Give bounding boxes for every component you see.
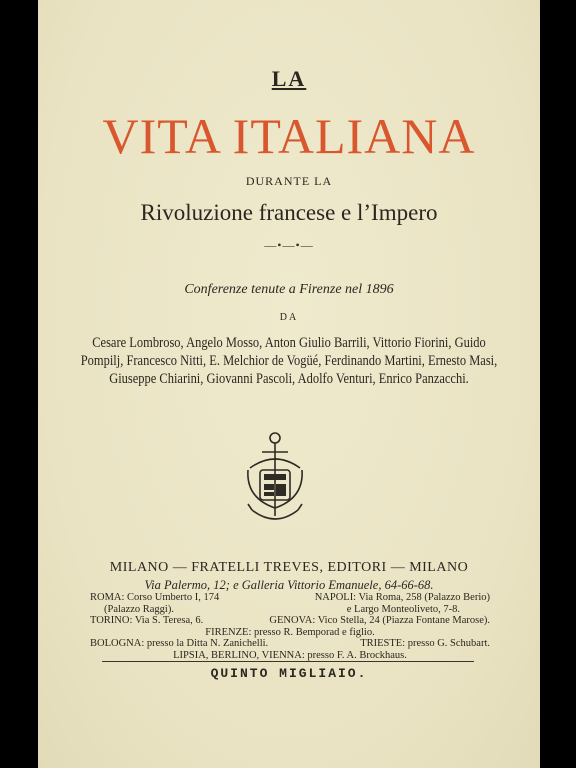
office-row <box>90 592 490 604</box>
office-genova: GENOVA: Vico Stella, 24 (Piazza Fontane Marose). <box>269 615 490 626</box>
edition-label: QUINTO MIGLIAIO. <box>210 666 368 681</box>
da-label: DA <box>279 312 299 323</box>
authors-line: Pompilj, Francesco Nitti, E. Melchior de Vogüé, Ferdinando Martini, Ernesto Masi, <box>80 353 498 369</box>
book-title: VITA ITALIANA <box>102 108 476 164</box>
publisher-address: Via Palermo, 12; e Galleria Vittorio Emanuele, 64-66-68. <box>144 578 434 592</box>
office-torino: TORINO: Via S. Teresa, 6. <box>90 615 204 626</box>
branch-offices <box>90 592 490 661</box>
title-article: LA <box>271 66 307 91</box>
office-row <box>90 604 490 616</box>
book-subtitle: Rivoluzione francese e l’Impero <box>140 200 438 225</box>
divider-rule <box>102 661 474 662</box>
office-row <box>90 638 490 650</box>
publisher-line: MILANO — FRATELLI TREVES, EDITORI — MILANO <box>109 560 469 575</box>
office-roma: ROMA: Corso Umberto I, 174 <box>90 592 220 603</box>
office-bologna: BOLOGNA: presso la Ditta N. Zanichelli. <box>90 638 269 649</box>
authors-line: Giuseppe Chiarini, Giovanni Pascoli, Adolfo Venturi, Enrico Panzacchi. <box>109 371 469 387</box>
office-row <box>90 627 490 639</box>
office-trieste: TRIESTE: presso G. Schubart. <box>360 638 490 649</box>
authors-list <box>38 334 540 388</box>
conferenze-line: Conferenze tenute a Firenze nel 1896 <box>184 282 394 297</box>
ornament-divider: —•—•— <box>264 238 314 252</box>
office-roma-detail: (Palazzo Raggi). <box>104 603 174 615</box>
office-lipsia: LIPSIA, BERLINO, VIENNA: presso F. A. Brockhaus. <box>173 649 407 661</box>
office-firenze: FIRENZE: presso R. Bemporad e figlio. <box>205 626 375 638</box>
anchor-seal-icon <box>242 428 308 526</box>
office-napoli: NAPOLI: Via Roma, 258 (Palazzo Berio) <box>314 592 490 603</box>
title-durante: DURANTE LA <box>245 174 333 188</box>
office-row <box>90 615 490 627</box>
authors-line: Cesare Lombroso, Angelo Mosso, Anton Giulio Barrili, Vittorio Fiorini, Guido <box>92 335 486 351</box>
book-cover <box>38 0 540 768</box>
office-row <box>90 650 490 662</box>
office-napoli-detail: e Largo Monteoliveto, 7-8. <box>346 603 460 615</box>
